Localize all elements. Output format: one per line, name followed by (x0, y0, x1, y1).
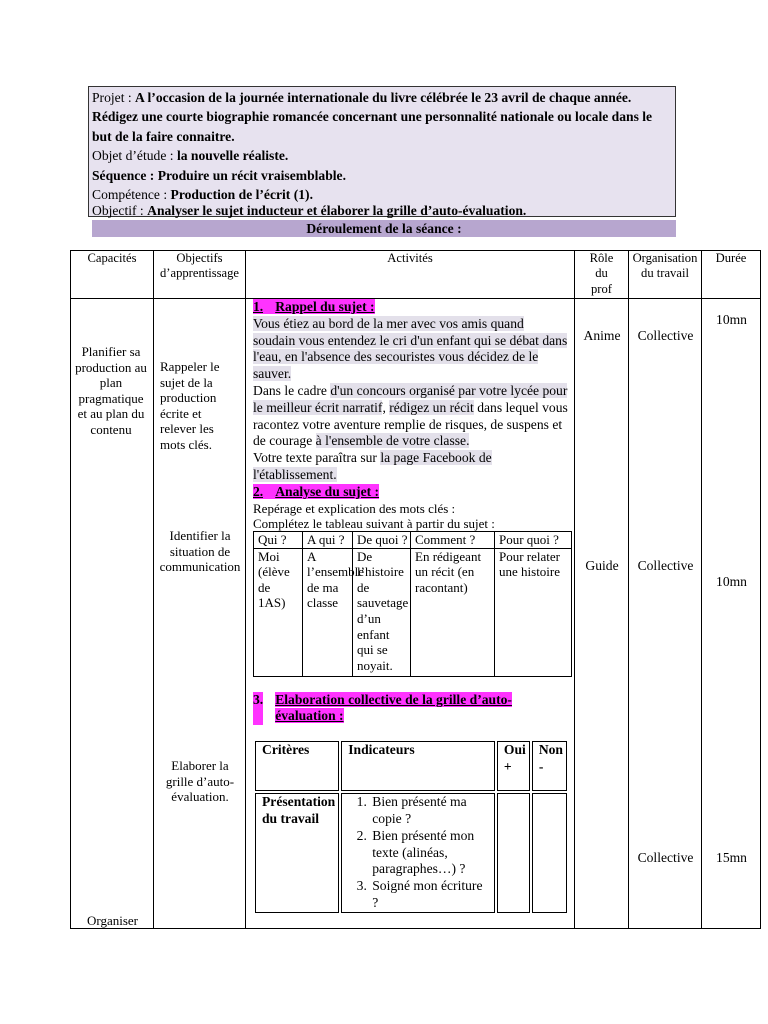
grille-head-indicateurs: Indicateurs (341, 741, 495, 791)
objectif-line (92, 201, 672, 220)
analyse-val-aqui: A l’ensemble de ma classe (303, 548, 353, 676)
deroulement-title: Déroulement de la séance : (92, 220, 676, 237)
grille-table (253, 739, 569, 915)
grille-critere-presentation: Présentation du travail (255, 793, 339, 913)
grille-head-oui: Oui + (497, 741, 530, 791)
duree-3: 15mn (716, 850, 747, 865)
project-box (88, 86, 676, 217)
indicateur-1: 1. Bien présenté ma copie ? (370, 794, 491, 828)
header-objectifs: Objectifs d’apprentissage (154, 251, 246, 299)
organisation-1: Collective (637, 328, 694, 343)
indicateur-3: 3. Soigné mon écriture ? (370, 878, 491, 912)
duree-2: 10mn (716, 574, 747, 589)
section-2-number: 2. (253, 483, 264, 499)
objet-label: Objet d’étude : (92, 148, 177, 164)
analyse-head-qui: Qui ? (254, 531, 303, 548)
sujet-p3-b: la page Facebook de l'établissement. (253, 450, 492, 482)
sujet-p2-d: rédigez un récit (389, 399, 474, 415)
indicateur-2: 2. Bien présenté mon texte (alinéas, paragraphes…) ? (370, 828, 491, 878)
analyse-head-row (254, 531, 572, 548)
projet-label: Projet : (92, 90, 136, 105)
seance-table (70, 250, 761, 929)
section-1-number: 1. (253, 299, 264, 314)
header-duree: Durée (702, 251, 761, 299)
analyse-head-comment: Comment ? (411, 531, 495, 548)
objet-text: la nouvelle réaliste. (176, 148, 289, 164)
header-activites: Activités (246, 251, 575, 299)
section-3-title (253, 692, 568, 726)
analyse-val-dequoi: De l’histoire de sauvetage d’un enfant qui se noyait. (353, 548, 411, 676)
section-2-label: Analyse du sujet : (263, 484, 379, 499)
sujet-paragraph-2 (253, 383, 568, 450)
grille-non-cell (532, 793, 567, 913)
sujet-paragraph-3 (253, 450, 568, 484)
grille-row-presentation (255, 793, 567, 913)
analyse-val-pourquoi: Pour relater une histoire (495, 548, 572, 676)
organisation-3: Collective (637, 850, 694, 865)
analyse-val-qui: Moi (élève de 1AS) (254, 548, 303, 676)
competence-label: Compétence : (92, 187, 171, 203)
sujet-p2-a: Dans le cadre (253, 382, 331, 398)
analyse-val-comment: En rédigeant un récit (en racontant) (411, 548, 495, 676)
objectif-1: Rappeler le sujet de la production écrite et relever les mots clés. (160, 359, 220, 452)
grille-oui-cell (497, 793, 530, 913)
objectif-text: Analyser le sujet inducteur et élaborer la grille d’auto-évaluation. (147, 203, 527, 219)
grille-head-non: Non - (532, 741, 567, 791)
sequence-line (92, 166, 672, 185)
section-2-title (253, 484, 568, 501)
competence-text: Production de l’écrit (1). (170, 187, 313, 203)
objectif-label: Objectif : (92, 203, 148, 219)
organisation-cell (629, 299, 702, 929)
grille-indicateurs-cell (341, 793, 495, 913)
sujet-p2-c: , (382, 399, 390, 415)
grille-head-criteres: Critères (255, 741, 339, 791)
sujet-p2-b: d'un concours organisé par votre lycée pour le meilleur écrit narratif (253, 382, 568, 415)
sequence-text: Séquence : Produire un récit vraisemblable. (92, 167, 346, 183)
sujet-p3-a: Votre texte paraîtra sur (253, 450, 381, 466)
s2-line-1: Repérage et explication des mots clés : (253, 500, 456, 516)
duree-1: 10mn (716, 312, 747, 327)
objet-line (92, 146, 672, 165)
header-role: Rôle du prof (575, 251, 629, 299)
organisation-2: Collective (637, 558, 694, 573)
activites-cell (246, 299, 575, 929)
objectifs-cell (154, 299, 246, 929)
duree-cell (702, 299, 761, 929)
objectif-3: Elaborer la grille d’auto-évaluation. (165, 758, 235, 805)
header-row (71, 251, 761, 299)
capacites-cell (71, 299, 154, 929)
sujet-paragraph-1 (253, 316, 568, 383)
role-cell (575, 299, 629, 929)
sujet-p2-f: à l'ensemble de votre classe. (315, 433, 470, 449)
sujet-p1-text: Vous étiez au bord de la mer avec vos amis quand soudain vous entendez le cri d'un enfant qui se débat dans l'eau, en l'absence des secouristes vous décidez de le sauver. (253, 315, 568, 382)
grille-head-row (255, 741, 567, 791)
role-1: Anime (583, 328, 621, 343)
analyse-head-pourquoi: Pour quoi ? (495, 531, 572, 548)
sujet-p2-e: dans lequel vous racontez votre aventure remplie de risques, de suspens et de courage (253, 399, 568, 449)
capacite-1: Planifier sa production au plan pragmatique et au plan du contenu (75, 344, 147, 437)
section-3-label: Elaboration collective de la grille d’auto-évaluation : (275, 691, 512, 724)
projet-text: A l’occasion de la journée internationale du livre célébrée le 23 avril de chaque année. Rédigez une courte biographie romancée concernant une personnalité nationale ou locale dans le but de la faire connaitre. (92, 90, 653, 144)
analyse-head-dequoi: De quoi ? (353, 531, 411, 548)
section-3-number: 3. (253, 692, 263, 726)
objectif-2: Identifier la situation de communication (159, 528, 241, 575)
s2-line-2: Complétez le tableau suivant à partir du sujet : (253, 515, 495, 531)
header-organisation: Organisation du travail (629, 251, 702, 299)
section-1-label: Rappel du sujet : (263, 299, 374, 314)
body-row (71, 299, 761, 929)
capacite-2: Organiser (86, 913, 139, 928)
analyse-table (253, 531, 572, 677)
projet-line (92, 88, 672, 146)
analyse-value-row (254, 548, 572, 676)
indicateurs-list (348, 794, 491, 912)
section-1-title (253, 299, 568, 316)
analyse-head-aqui: A qui ? (303, 531, 353, 548)
header-capacites: Capacités (71, 251, 154, 299)
role-2: Guide (585, 558, 619, 573)
